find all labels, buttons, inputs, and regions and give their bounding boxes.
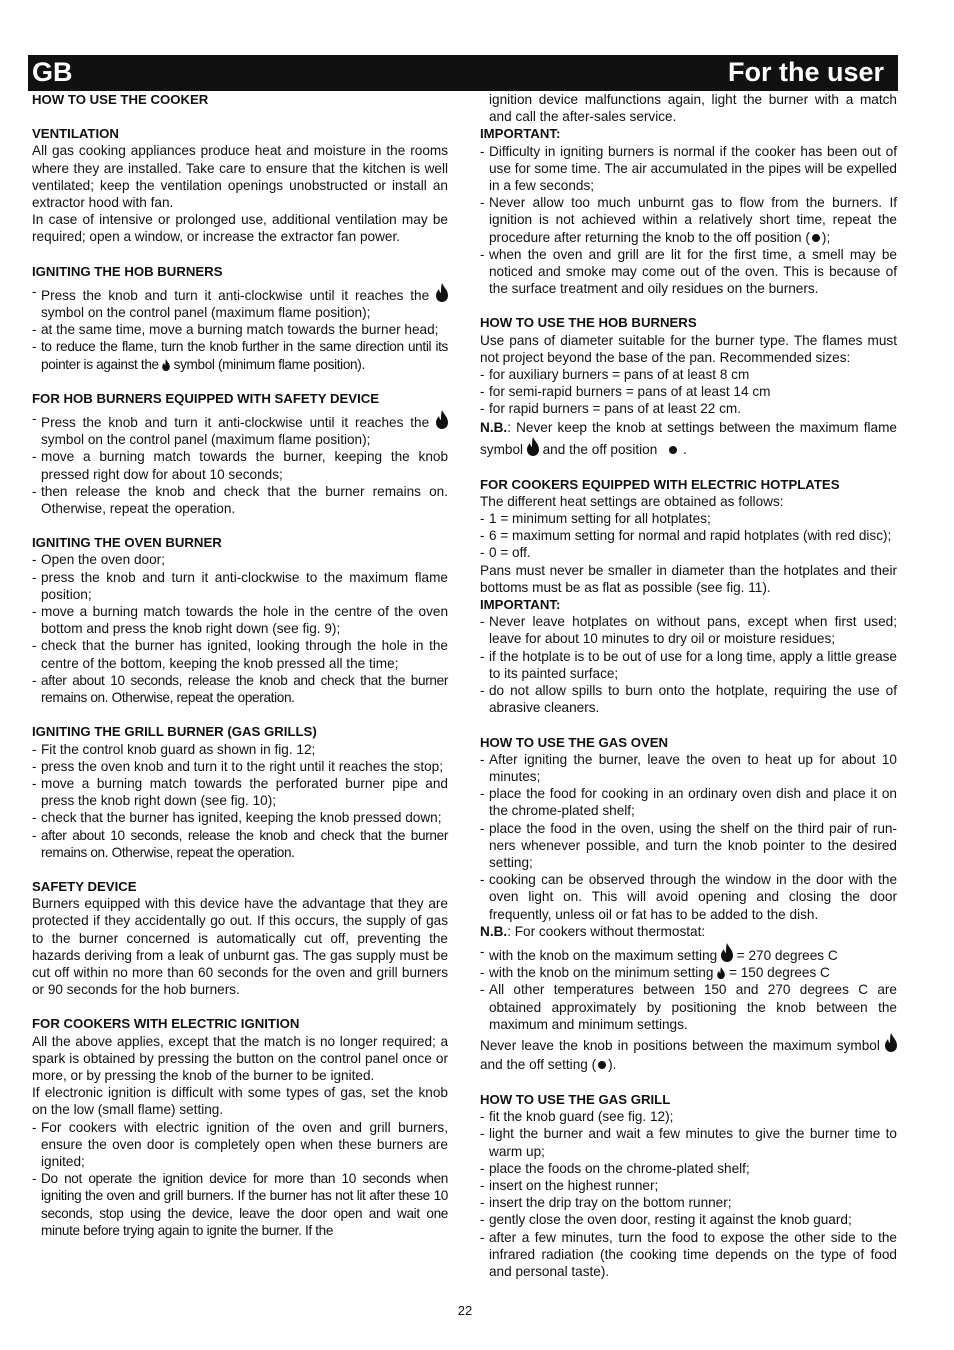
list-item: - with the knob on the maximum setting = 270 degrees C	[480, 943, 897, 964]
list-item: - insert the drip tray on the bottom runner;	[480, 1194, 897, 1211]
list-item: - if the hotplate is to be out of use for a long time, apply a little grease to its painted surface;	[480, 648, 897, 682]
oven-ignition-heading: IGNITING THE OVEN BURNER	[32, 535, 222, 551]
max-flame-icon	[721, 943, 733, 962]
list-item: - Do not operate the ignition device for more than 10 seconds when igniting the oven and grill burners. If the burner has not lit after these 10 seconds, stop using the device, leave the door open and wait one minute before trying again to ignite the burner. If the	[32, 1170, 448, 1239]
list-item: - Difficulty in igniting burners is normal if the cooker has been out of use for some time. The air accumulated in the pipes will be expelled in a few seconds;	[480, 143, 897, 195]
continued-text: ignition device malfunctions again, light the burner with a match and call the after-sales service.	[489, 92, 897, 125]
max-flame-icon	[885, 1033, 897, 1052]
hotplates-heading: FOR COOKERS EQUIPPED WITH ELECTRIC HOTPLATES	[480, 476, 840, 492]
important-list	[480, 143, 897, 298]
safety-hob-list	[32, 410, 448, 517]
list-item: - after about 10 seconds, release the knob and check that the burner remains on. Otherwise, repeat the operation.	[32, 827, 448, 861]
list-item: - do not allow spills to burn onto the hotplate, requiring the use of abrasive cleaners.	[480, 682, 897, 716]
grill-ignition-heading: IGNITING THE GRILL BURNER (GAS GRILLS)	[32, 724, 317, 740]
list-item: - 0 = off.	[480, 544, 897, 561]
ventilation-paragraph-1: All gas cooking appliances produce heat and moisture in the rooms where they are installed. Take care to ensure that the kitchen is well ventilated; keep the ventilation openings unobstructed or install an extractor hood with fan.	[32, 143, 448, 211]
list-item: - Press the knob and turn it anti-clockwise until it reaches the symbol on the control panel (maximum flame position);	[32, 283, 448, 321]
list-item: - For cookers with electric ignition of the oven and grill burners, ensure the oven door is completely open when these burners are ignited;	[32, 1119, 448, 1171]
list-item: - move a burning match towards the burner, keeping the knob pressed right dow for about 10 seconds;	[32, 448, 448, 482]
max-flame-icon	[436, 410, 448, 429]
hotplates-paragraph-1: The different heat settings are obtained as follows:	[480, 493, 784, 509]
safety-device-heading: SAFETY DEVICE	[32, 878, 137, 894]
gas-oven-list	[480, 751, 897, 923]
pan-size-list	[480, 366, 897, 418]
hob-use-heading: HOW TO USE THE HOB BURNERS	[480, 315, 697, 331]
list-item: - place the food in the oven, using the shelf on the third pair of run-ners whenever possible, and turn the knob pointer to the desired setting;	[480, 820, 897, 872]
max-flame-icon	[436, 283, 448, 302]
list-item: - after a few minutes, turn the food to expose the other side to the infrared radiation (the cooking time depends on the type of food and personal taste).	[480, 1229, 897, 1281]
header-banner	[28, 55, 898, 91]
list-item: - with the knob on the minimum setting = 150 degrees C	[480, 964, 897, 981]
page-number: 22	[457, 1303, 473, 1318]
gas-grill-heading: HOW TO USE THE GAS GRILL	[480, 1091, 671, 1107]
gas-oven-note: N.B.: For cookers without thermostat:	[480, 923, 706, 939]
gas-oven-warning: Never leave the knob in positions between the maximum symbol and the off setting ( ).	[480, 1033, 897, 1074]
list-item: - After igniting the burner, leave the oven to heat up for about 10 minutes;	[480, 751, 897, 785]
list-item: - place the foods on the chrome-plated shelf;	[480, 1160, 897, 1177]
list-item: - insert on the highest runner;	[480, 1177, 897, 1194]
list-item: - 1 = minimum setting for all hotplates;	[480, 510, 897, 527]
list-item: - light the burner and wait a few minutes to give the burner time to warm up;	[480, 1125, 897, 1159]
list-item: - fit the knob guard (see fig. 12);	[480, 1108, 897, 1125]
grill-ignition-list	[32, 741, 448, 861]
hob-use-note: N.B.: Never keep the knob at settings between the maximum flame symbol and the off position .	[480, 419, 897, 457]
heat-settings-list	[480, 510, 897, 562]
electric-ignition-heading: FOR COOKERS WITH ELECTRIC IGNITION	[32, 1016, 300, 1032]
safety-hob-heading: FOR HOB BURNERS EQUIPPED WITH SAFETY DEVICE	[32, 390, 380, 406]
gas-oven-settings-list	[480, 943, 897, 1033]
list-item: - Fit the control knob guard as shown in fig. 12;	[32, 741, 448, 758]
hob-ignition-heading: IGNITING THE HOB BURNERS	[32, 263, 223, 279]
important-label: IMPORTANT:	[480, 597, 561, 613]
list-item: - move a burning match towards the perforated burner pipe and press the knob right down (see fig. 10);	[32, 775, 448, 809]
right-column	[480, 91, 897, 1280]
ventilation-paragraph-2: In case of intensive or prolonged use, additional ventilation may be required; open a window, or increase the extractor fan power.	[32, 212, 448, 245]
electric-ignition-paragraph-2: If electronic ignition is difficult with some types of gas, set the knob on the low (small flame) setting.	[32, 1085, 448, 1118]
hob-ignition-list	[32, 283, 448, 373]
list-item: - press the knob and turn it anti-clockwise to the maximum flame position;	[32, 569, 448, 603]
list-item: - when the oven and grill are lit for the first time, a smell may be noticed and smoke may come out of the oven. This is because of the surface treatment and oily residues on the burners.	[480, 246, 897, 298]
list-item: - for rapid burners = pans of at least 22 cm.	[480, 400, 897, 417]
min-flame-icon	[162, 359, 170, 371]
list-item: - Press the knob and turn it anti-clockwise until it reaches the symbol on the control panel (maximum flame position);	[32, 410, 448, 448]
list-item: - gently close the oven door, resting it against the knob guard;	[480, 1211, 897, 1228]
list-item: - check that the burner has ignited, keeping the knob pressed down;	[32, 809, 448, 826]
list-item: - Never allow too much unburnt gas to flow from the burners. If ignition is not achieved within a relatively short time, repeat the procedure after returning the knob to the off position ( );	[480, 194, 897, 246]
important-label: IMPORTANT:	[480, 126, 561, 142]
list-item: - to reduce the flame, turn the knob further in the same direction until its pointer is against the symbol (minimum flame position).	[32, 338, 448, 372]
list-item: - check that the burner has ignited, looking through the hole in the centre of the bottom, keeping the knob pressed all the time;	[32, 637, 448, 671]
list-item: - after about 10 seconds, release the knob and check that the burner remains on. Otherwise, repeat the operation.	[32, 672, 448, 706]
hob-use-paragraph: Use pans of diameter suitable for the burner type. The flames must not project beyond the base of the pan. Recommended sizes:	[480, 332, 897, 365]
gas-grill-list	[480, 1108, 897, 1280]
list-item: - for semi-rapid burners = pans of at least 14 cm	[480, 383, 897, 400]
gas-oven-heading: HOW TO USE THE GAS OVEN	[480, 734, 669, 750]
min-flame-icon	[717, 967, 725, 979]
off-position-icon	[598, 1061, 606, 1069]
list-item: - cooking can be observed through the window in the door with the oven light on. This will avoid opening and closing the door frequently, unless oil or fat has to be added to the dish.	[480, 871, 897, 923]
safety-device-paragraph: Burners equipped with this device have the advantage that they are protected if they accidentally go out. If this occurs, the supply of gas to the burner concerned is automatically cut off, preventing the hazards deriving from a leak of unburnt gas. The gas supply must be cut off within no more than 60 seconds for the oven and grill burners or 90 seconds for the hob burners.	[32, 896, 448, 998]
list-item: - at the same time, move a burning match towards the burner head;	[32, 321, 448, 338]
list-item: - Open the oven door;	[32, 551, 448, 568]
language-code: GB	[32, 57, 73, 87]
list-item: - All other temperatures between 150 and 270 degrees C are obtained approximately by positioning the knob between the maximum and minimum settings.	[480, 981, 897, 1033]
max-flame-icon	[527, 437, 539, 456]
electric-ignition-paragraph-1: All the above applies, except that the match is no longer required; a spark is obtained by pressing the button on the control panel once or more, or by pressing the knob of the burner to be ignited.	[32, 1033, 448, 1083]
list-item: - press the oven knob and turn it to the right until it reaches the stop;	[32, 758, 448, 775]
hotplates-important-list	[480, 613, 897, 716]
list-item: - Never leave hotplates on without pans, except when first used; leave for about 10 minutes to dry oil or moisture residues;	[480, 613, 897, 647]
off-position-icon	[812, 234, 820, 242]
list-item: - 6 = maximum setting for normal and rapid hotplates (with red disc);	[480, 527, 897, 544]
main-heading: HOW TO USE THE COOKER	[32, 92, 209, 107]
page-title: For the user	[727, 57, 884, 87]
off-position-icon	[669, 446, 677, 454]
list-item: - then release the knob and check that the burner remains on. Otherwise, repeat the operation.	[32, 483, 448, 517]
oven-ignition-list	[32, 551, 448, 706]
ventilation-heading: VENTILATION	[32, 126, 119, 142]
left-column	[32, 91, 448, 1239]
list-item: - for auxiliary burners = pans of at least 8 cm	[480, 366, 897, 383]
electric-ignition-list	[32, 1119, 448, 1239]
list-item: - move a burning match towards the hole in the centre of the oven bottom and press the knob right down (see fig. 9);	[32, 603, 448, 637]
hotplates-paragraph-2: Pans must never be smaller in diameter than the hotplates and their bottoms must be as flat as possible (see fig. 11).	[480, 562, 897, 595]
list-item: - place the food for cooking in an ordinary oven dish and place it on the chrome-plated shelf;	[480, 785, 897, 819]
